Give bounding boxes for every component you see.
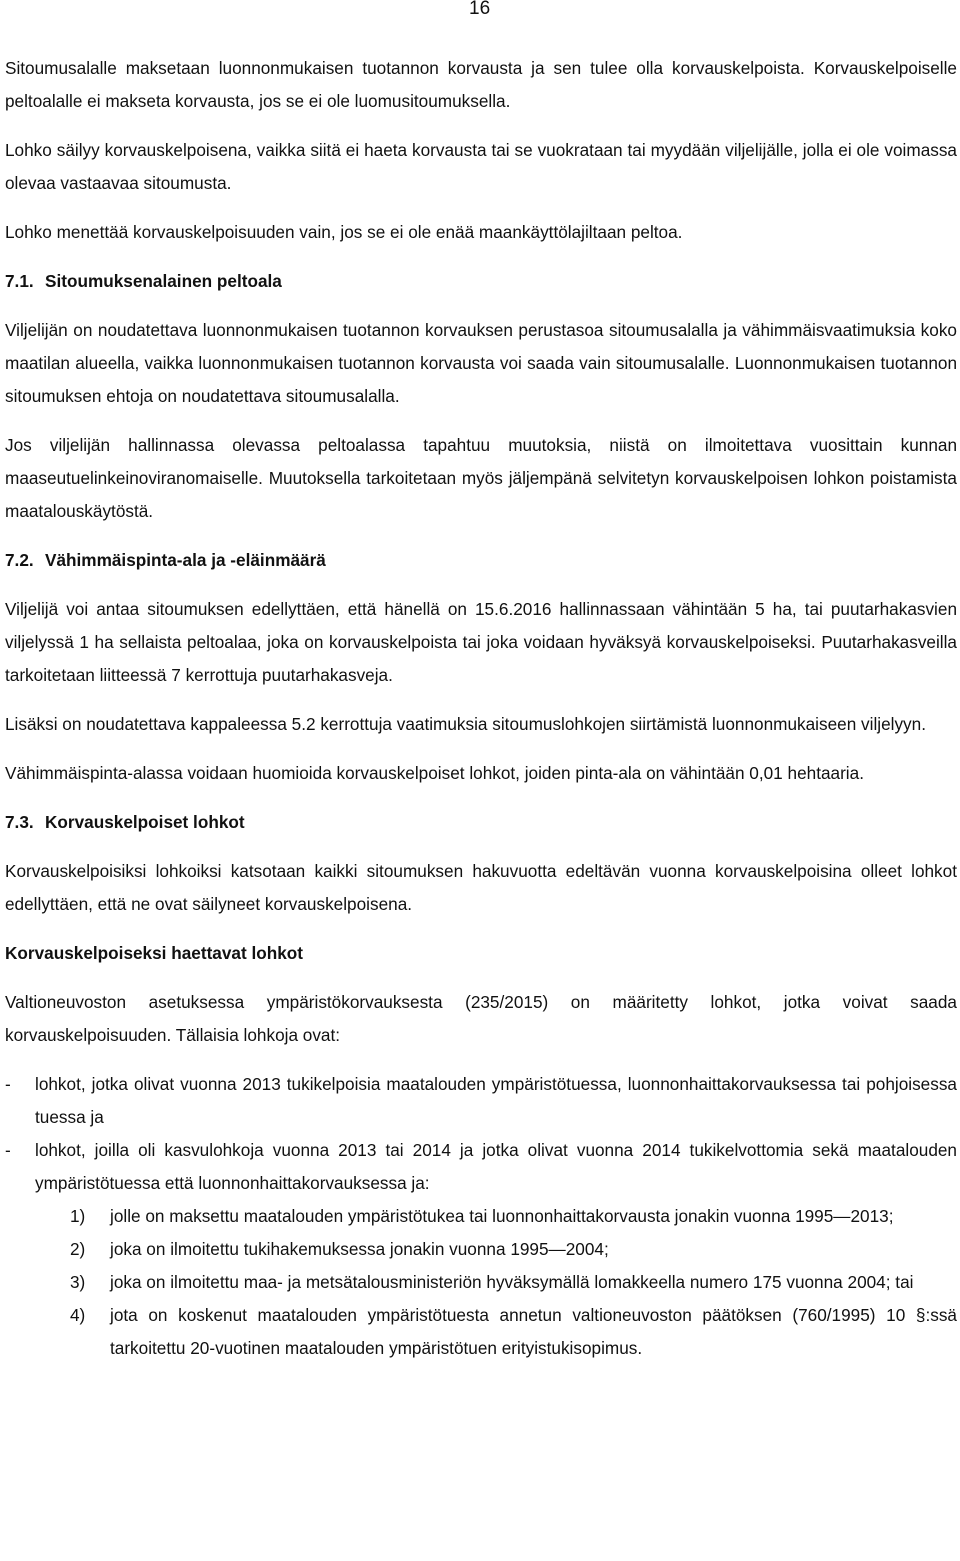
paragraph: Lohko säilyy korvauskelpoisena, vaikka siitä ei haeta korvausta tai se vuokrataan tai myydään viljelijälle, jolla ei ole voimassa olevaa vastaavaa sitoumusta.: [5, 140, 957, 193]
paragraph: Viljelijä voi antaa sitoumuksen edellyttäen, että hänellä on 15.6.2016 hallinnassaan vähintään 5 ha, tai puutarhakasvien viljelyssä 1 ha sellaista peltoalaa, joka on korvauskelpoista tai joka voidaan hyväksyä korvauskelpoiseksi. Puutarhakasveilla tarkoitetaan liitteessä 7 kerrottuja puutarhakasveja.: [5, 599, 957, 685]
numbered-item: [65, 1266, 957, 1299]
section-number: 7.1.: [5, 271, 34, 291]
section-heading-7-3: [5, 806, 957, 839]
list-item-text: lohkot, joilla oli kasvulohkoja vuonna 2013 tai 2014 ja jotka olivat vuonna 2014 tukikelvottomia sekä maatalouden ympäristötuessa että luonnonhaittakorvauksessa ja:: [35, 1140, 957, 1193]
paragraph: Viljelijän on noudatettava luonnonmukaisen tuotannon korvauksen perustasoa sitoumusalalla ja vähimmäisvaatimuksia koko maatilan alueella, vaikka luonnonmukaisen tuotannon korvausta voi saada vain sitoumusalalle. Luonnonmukaisen tuotannon sitoumuksen ehtoja on noudatettava sitoumusalalla.: [5, 320, 957, 406]
section-heading-7-1: [5, 265, 957, 298]
numbered-item-text: joka on ilmoitettu tukihakemuksessa jonakin vuonna 1995—2004;: [110, 1239, 609, 1259]
numbered-item: [65, 1299, 957, 1365]
paragraph: Lisäksi on noudatettava kappaleessa 5.2 kerrottuja vaatimuksia sitoumuslohkojen siirtämistä luonnonmukaiseen viljelyyn.: [5, 714, 926, 734]
section-heading-7-2: [5, 544, 957, 577]
list-item: [5, 1068, 957, 1134]
page-number: 16: [469, 0, 491, 19]
section-number: 7.3.: [5, 812, 34, 832]
paragraph: Valtioneuvoston asetuksessa ympäristökorvauksesta (235/2015) on määritetty lohkot, jotka voivat saada korvauskelpoisuuden. Tällaisia lohkoja ovat:: [5, 992, 957, 1045]
section-title: Korvauskelpoiset lohkot: [45, 812, 245, 832]
list-item-text: lohkot, jotka olivat vuonna 2013 tukikelpoisia maatalouden ympäristötuessa, luonnonhaittakorvauksessa tai pohjoisessa tuessa ja: [35, 1074, 957, 1127]
subheading: Korvauskelpoiseksi haettavat lohkot: [5, 943, 304, 963]
section-number: 7.2.: [5, 550, 34, 570]
dash-marker: -: [5, 1140, 11, 1160]
item-number: 4): [70, 1305, 86, 1325]
document-body: [5, 52, 957, 1365]
numbered-item: [65, 1233, 957, 1266]
paragraph: Jos viljelijän hallinnassa olevassa peltoalassa tapahtuu muutoksia, niistä on ilmoitettava vuosittain kunnan maaseutuelinkeinoviranomaiselle. Muutoksella tarkoitetaan myös jäljempänä selvitetyn korvauskelpoisen lohkon poistamista maatalouskäytöstä.: [5, 435, 957, 521]
item-number: 1): [70, 1206, 86, 1226]
numbered-item-text: joka on ilmoitettu maa- ja metsätalousministeriön hyväksymällä lomakkeella numero 175 vuonna 2004; tai: [110, 1272, 914, 1292]
paragraph: Lohko menettää korvauskelpoisuuden vain, jos se ei ole enää maankäyttölajiltaan peltoa.: [5, 222, 683, 242]
numbered-item: [65, 1200, 957, 1233]
dash-list: [5, 1068, 957, 1365]
section-title: Vähimmäispinta-ala ja -eläinmäärä: [45, 550, 326, 570]
numbered-item-text: jolle on maksettu maatalouden ympäristötukea tai luonnonhaittakorvausta jonakin vuonna 1995—2013;: [110, 1206, 894, 1226]
numbered-item-text: jota on koskenut maatalouden ympäristötuesta annetun valtioneuvoston päätöksen (760/1995) 10 §:ssä tarkoitettu 20-vuotinen maatalouden ympäristötuen erityistukisopimus.: [110, 1305, 957, 1358]
numbered-list: [35, 1200, 957, 1365]
item-number: 3): [70, 1272, 86, 1292]
paragraph: Sitoumusalalle maksetaan luonnonmukaisen tuotannon korvausta ja sen tulee olla korvauskelpoista. Korvauskelpoiselle peltoalalle ei makseta korvausta, jos se ei ole luomusitoumuksella.: [5, 58, 957, 111]
item-number: 2): [70, 1239, 86, 1259]
paragraph: Korvauskelpoisiksi lohkoiksi katsotaan kaikki sitoumuksen hakuvuotta edeltävän vuonna korvauskelpoisina olleet lohkot edellyttäen, että ne ovat säilyneet korvauskelpoisena.: [5, 861, 957, 914]
list-item: [5, 1134, 957, 1365]
section-title: Sitoumuksenalainen peltoala: [45, 271, 282, 291]
dash-marker: -: [5, 1074, 11, 1094]
paragraph: Vähimmäispinta-alassa voidaan huomioida korvauskelpoiset lohkot, joiden pinta-ala on vähintään 0,01 hehtaaria.: [5, 763, 864, 783]
